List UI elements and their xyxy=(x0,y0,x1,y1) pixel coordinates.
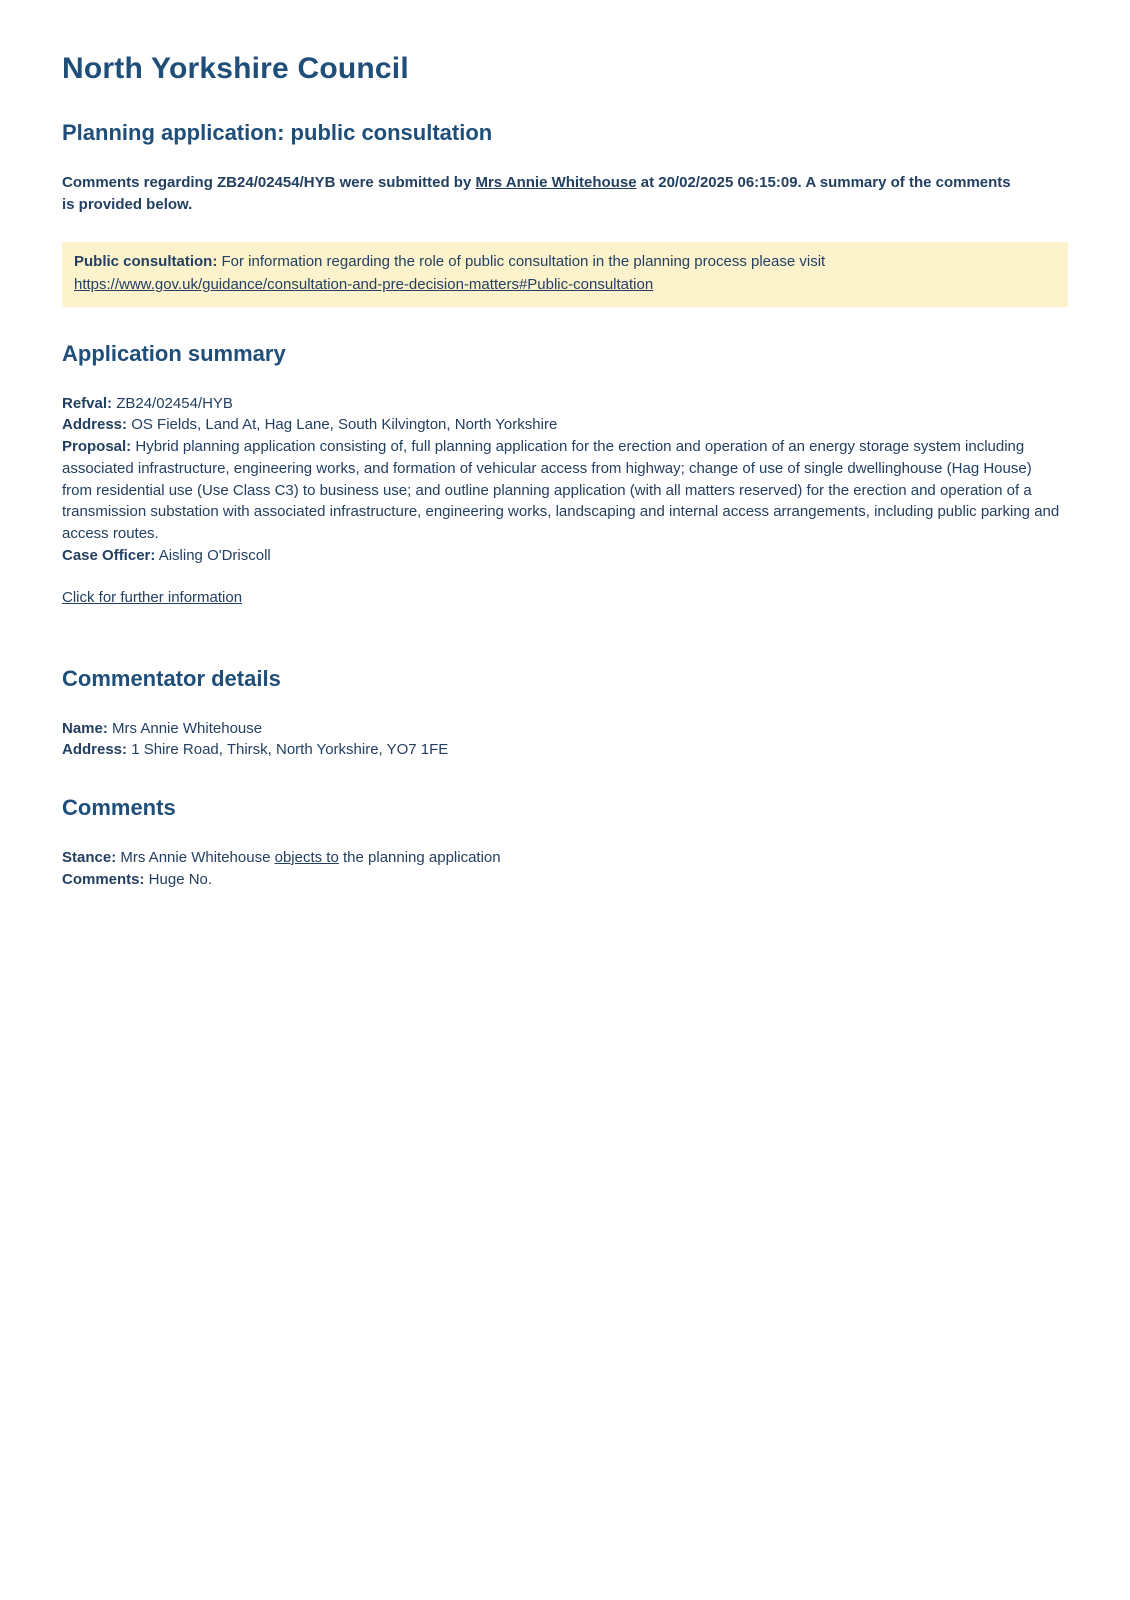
case-officer-line xyxy=(62,545,1062,567)
comments-value: Huge No. xyxy=(144,870,213,888)
notice-text: For information regarding the role of public consultation in the planning process please visit xyxy=(217,252,826,270)
case-officer-value: Aisling O'Driscoll xyxy=(155,546,271,564)
commentator-details-heading: Commentator details xyxy=(62,665,281,691)
address-value: OS Fields, Land At, Hag Lane, South Kilvington, North Yorkshire xyxy=(127,416,558,434)
name-value: Mrs Annie Whitehouse xyxy=(107,719,263,737)
proposal-value: Hybrid planning application consisting of, full planning application for the erection and operation of an energy storage system including associated infrastructure, engineering works, and formation of vehicular access from highway; change of use of single dwellinghouse (Hag House) from residential use (Use Class C3) to business use; and outline planning application (with all matters reserved) for the erection and operation of a transmission substation with associated infrastructure, engineering works, landscaping and internal access arrangements, including public parking and access routes. xyxy=(62,438,1060,542)
intro-prefix: Comments regarding ZB24/02454/HYB were submitted by xyxy=(62,174,476,191)
stance-objects-link[interactable]: objects to xyxy=(274,849,339,866)
comments-label: Comments: xyxy=(62,870,145,888)
proposal-line xyxy=(62,436,1062,545)
stance-line xyxy=(62,847,1062,869)
commentator-details xyxy=(62,718,1062,762)
consultation-guidance-link[interactable]: https://www.gov.uk/guidance/consultation-and-pre-decision-matters#Public-consultation xyxy=(74,276,654,293)
comments-line xyxy=(62,869,1062,891)
comments-details xyxy=(62,847,1062,891)
name-label: Name: xyxy=(62,719,108,737)
refval-label: Refval: xyxy=(62,394,113,412)
proposal-label: Proposal: xyxy=(62,438,132,455)
stance-label: Stance: xyxy=(62,849,117,866)
public-consultation-notice xyxy=(62,242,1068,307)
name-line xyxy=(62,718,1062,740)
intro-suffix: at 20/02/2025 06:15:09. A summary of the comments is provided below. xyxy=(62,174,1011,213)
page-title: North Yorkshire Council xyxy=(62,52,409,85)
further-information-link[interactable]: Click for further information xyxy=(62,588,243,606)
intro-paragraph xyxy=(62,172,1022,216)
commentator-address-line xyxy=(62,739,1062,761)
commentator-address-label: Address: xyxy=(62,741,128,759)
address-label: Address: xyxy=(62,416,128,434)
case-officer-label: Case Officer: xyxy=(62,546,156,564)
page-subtitle: Planning application: public consultation xyxy=(62,120,493,145)
notice-label: Public consultation: xyxy=(74,252,218,270)
application-summary-details xyxy=(62,393,1062,567)
address-line xyxy=(62,414,1062,436)
stance-prefix: Mrs Annie Whitehouse xyxy=(116,849,275,866)
application-summary-heading: Application summary xyxy=(62,340,286,366)
commentator-address-value: 1 Shire Road, Thirsk, North Yorkshire, YO7 1FE xyxy=(127,741,449,759)
refval-line xyxy=(62,393,1062,415)
refval-value: ZB24/02454/HYB xyxy=(112,394,233,412)
commentator-name-link[interactable]: Mrs Annie Whitehouse xyxy=(475,174,637,191)
comments-heading: Comments xyxy=(62,795,176,820)
stance-suffix: the planning application xyxy=(338,849,501,866)
